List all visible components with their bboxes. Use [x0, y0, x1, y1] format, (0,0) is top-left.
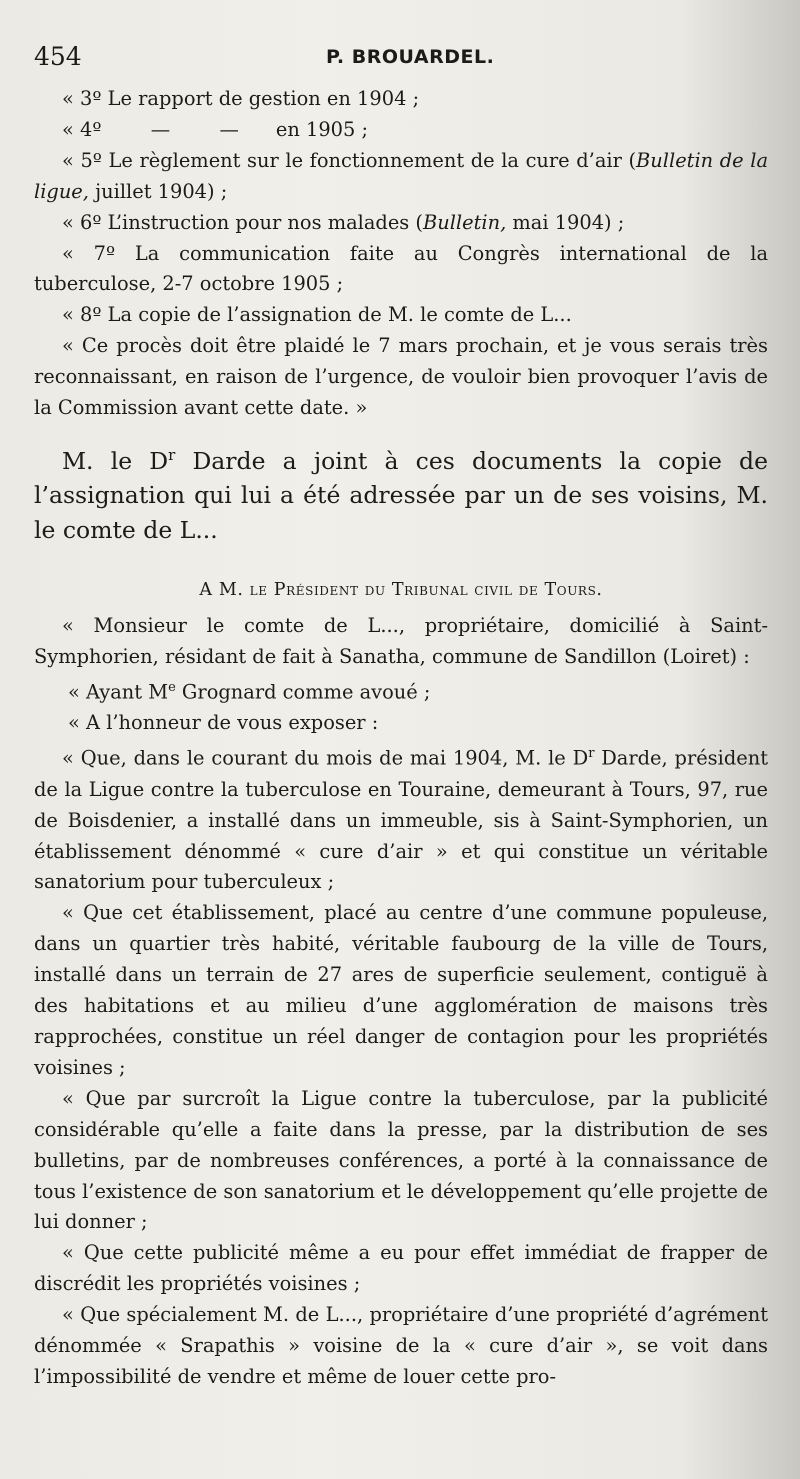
list-item-5-text: « 5º Le règlement sur le fonctionnement de la cure d’air (	[62, 148, 637, 172]
list-item-5-end: juillet 1904) ;	[88, 179, 228, 203]
text: Grognard comme avoué ;	[175, 680, 431, 704]
superscript: e	[168, 680, 176, 696]
page-header	[30, 40, 770, 76]
list-item-3: « 3º Le rapport de gestion en 1904 ;	[62, 87, 420, 110]
list-item-6-end: mai 1904) ;	[506, 210, 625, 234]
running-head: P. BROUARDEL.	[326, 46, 495, 68]
list-item-6-text: « 6º L’instruction pour nos malades (	[62, 210, 423, 234]
assignation-paragraph: « A l’honneur de vous exposer :	[68, 711, 379, 735]
assignation-paragraph: « Que cet établissement, placé au centre d’une commune populeuse, dans un quartier très habité, véritable faubourg de la ville de Tours, installé dans un terrain de 27 ares de superficie seulement, contiguë à des habitations et au milieu d’une agglomération de maisons très rapprochées, constitue un réel danger de contagion pour les propriétés voisines ;	[34, 901, 768, 1079]
text: « Ayant M	[68, 680, 169, 704]
assignation-paragraph: « Que cette publicité même a eu pour effet immédiat de frapper de discrédit les propriétés voisines ;	[34, 1241, 768, 1296]
address-heading: A M. le Président du Tribunal civil de Tours.	[199, 580, 603, 601]
assignation-paragraph: « Que par surcroît la Ligue contre la tuberculose, par la publicité considérable qu’elle a faite dans la presse, par la distribution de ses bulletins, par de nombreuses conférences, a porté à la connaissance de tous l’existence de son sanatorium et le développement qu’elle projette de lui donner ;	[34, 1086, 768, 1234]
assignation-paragraph: « Monsieur le comte de L..., propriétaire, domicilié à Saint-Symphorien, résidant de fait à Sanatha, commune de Sandillon (Loiret) :	[34, 614, 768, 669]
body-paragraph	[34, 438, 768, 547]
superscript: r	[168, 445, 176, 464]
page-body	[34, 84, 768, 1393]
letter-closing: « Ce procès doit être plaidé le 7 mars prochain, et je vous serais très reconnaissant, en raison de l’urgence, de vouloir bien provoquer l’avis de la Commission avant cette date. »	[34, 334, 768, 420]
list-item-4: « 4º — — en 1905 ;	[62, 117, 369, 141]
page-number: 454	[34, 42, 82, 71]
assignation-paragraph: « Que spécialement M. de L..., propriétaire d’une propriété d’agrément dénommée « Srapathis » voisine de la « cure d’air », se voit dans l’impossibilité de vendre et même de louer cette pro-	[34, 1303, 768, 1388]
list-item-5-italic: Bulletin de la ligue,	[34, 148, 769, 203]
list-item-8: « 8º La copie de l’assignation de M. le comte de L...	[62, 303, 572, 327]
list-item-6	[34, 208, 768, 239]
assignation-paragraph	[34, 739, 768, 898]
list-item-7: « 7º La communication faite au Congrès international de la tuberculose, 2-7 octobre 1905 ;	[34, 241, 768, 296]
list-item-6-italic: Bulletin,	[422, 210, 507, 234]
text: « Que, dans le courant du mois de mai 1904, M. le D	[62, 746, 589, 770]
list-item-5	[34, 146, 768, 208]
assignation-paragraph	[34, 673, 768, 708]
body-text-cont: Darde a joint à ces documents la copie de l’assignation qui lui a été adressée par un de ses voisins, M. le comte de L...	[34, 446, 768, 544]
text: Darde, président de la Ligue contre la tuberculose en Touraine, demeurant à Tours, 97, rue de Boisdenier, a installé dans un immeuble, sis à Saint-Symphorien, un établissement dénommé « cure d’air » et qui constitue un véritable sanatorium pour tuberculeux ;	[34, 746, 769, 894]
body-text: M. le D	[62, 446, 169, 475]
superscript: r	[588, 746, 595, 762]
